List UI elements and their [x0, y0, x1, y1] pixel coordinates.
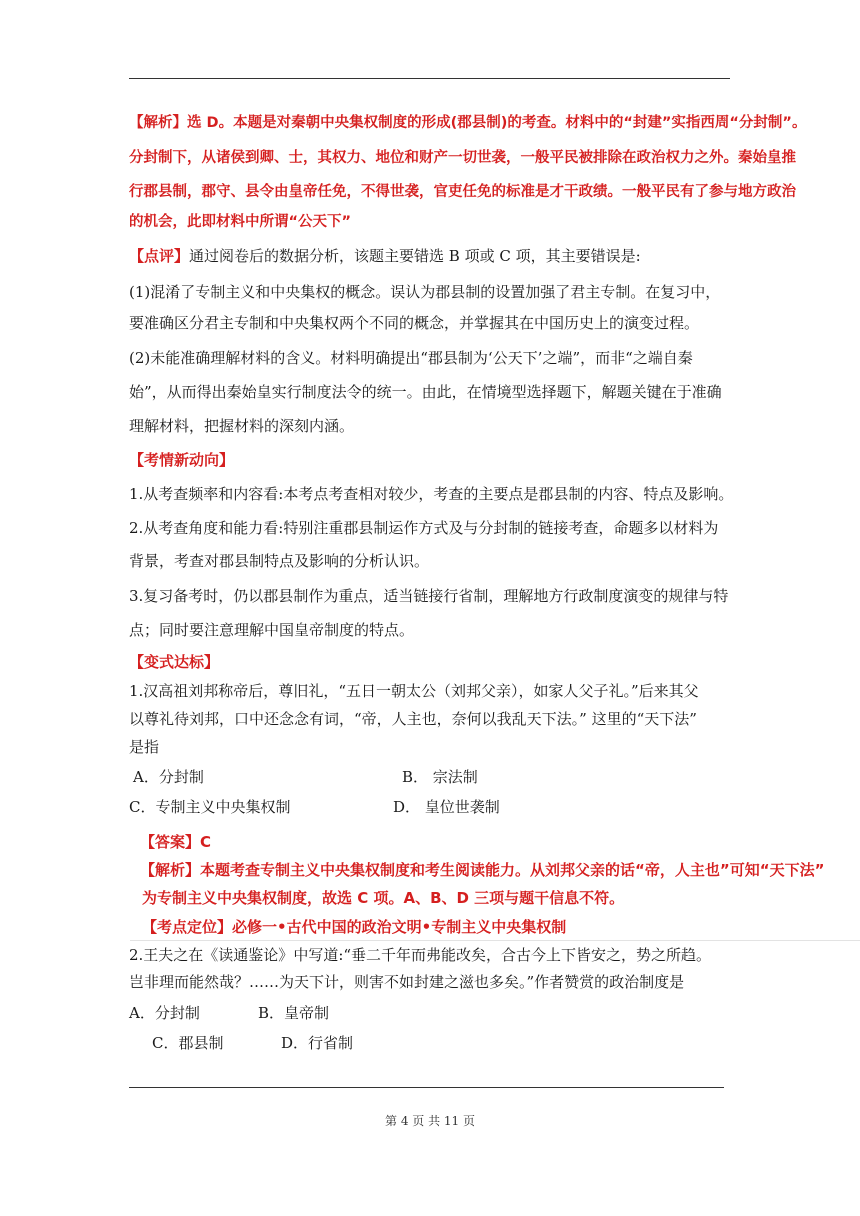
- q2-option-b: B．皇帝制: [258, 1004, 330, 1022]
- q2-option-c: C．郡县制: [152, 1034, 224, 1052]
- page-number: 第 4 页 共 11 页: [385, 1114, 475, 1128]
- pasted-block-border: [130, 940, 860, 941]
- trends-line-2: 2.从考查角度和能力看:特别注重郡县制运作方式及与分封制的链接考查，命题多以材料为: [129, 519, 719, 537]
- comment-line-1: 【点评】通过阅卷后的数据分析，该题主要错选 B 项或 C 项，其主要错误是:: [129, 247, 641, 265]
- comment-line-4: (2)未能准确理解材料的含义。材料明确提出“郡县制为‘公天下’之端”，而非“之端自秦: [129, 349, 693, 367]
- trends-line-5: 点；同时要注意理解中国皇帝制度的特点。: [129, 621, 415, 639]
- comment-tag: 【点评】: [129, 247, 190, 265]
- q1-line-2: 以尊礼待刘邦，口中还念念有词，“帝，人主也，奈何以我乱天下法。” 这里的“天下法”: [129, 710, 697, 728]
- q1-analysis-line-2: 为专制主义中央集权制度，故选 C 项。A、B、D 三项与题干信息不符。: [142, 889, 625, 907]
- trends-heading: 【考情新动向】: [129, 451, 235, 469]
- q1-option-d: D． 皇位世袭制: [393, 798, 500, 816]
- q1-analysis-line-1: 【解析】本题考查专制主义中央集权制度和考生阅读能力。从刘邦父亲的话“帝，人主也”可知“天下法”: [140, 861, 825, 879]
- q2-option-a: A．分封制: [129, 1004, 200, 1022]
- q2-option-d: D．行省制: [281, 1034, 354, 1052]
- analysis-line-1: 【解析】选 D。本题是对秦朝中央集权制度的形成(郡县制)的考查。材料中的“封建”实指西周“分封制”。: [129, 115, 807, 131]
- header-rule: [129, 78, 730, 79]
- comment-line-2: (1)混淆了专制主义和中央集权的概念。误认为郡县制的设置加强了君主专制。在复习中，: [129, 283, 721, 301]
- q2-line-2: 岂非理而能然哉？……为天下计，则害不如封建之滋也多矣。”作者赞赏的政治制度是: [129, 973, 685, 991]
- trends-line-1: 1.从考查频率和内容看:本考点考查相对较少，考查的主要点是郡县制的内容、特点及影响。: [129, 485, 734, 503]
- q1-option-b: B． 宗法制: [402, 768, 478, 786]
- q1-line-3: 是指: [129, 738, 160, 756]
- q1-line-1: 1.汉高祖刘邦称帝后，尊旧礼，“五日一朝太公（刘邦父亲），如家人父子礼。”后来其父: [129, 682, 699, 700]
- comment-line-5: 始”，从而得出秦始皇实行制度法令的统一。由此，在情境型选择题下，解题关键在于准确: [129, 383, 722, 401]
- q1-answer: 【答案】C: [140, 833, 212, 851]
- practice-heading: 【变式达标】: [129, 653, 220, 671]
- analysis-line-2: 分封制下，从诸侯到卿、士，其权力、地位和财产一切世袭，一般平民被排除在政治权力之外。秦始皇推: [129, 150, 796, 166]
- q2-line-1: 2.王夫之在《读通鉴论》中写道:“垂二千年而弗能改矣，合古今上下皆安之，势之所趋。: [129, 946, 712, 964]
- analysis-line-4: 的机会，此即材料中所谓“公天下”: [129, 214, 352, 230]
- q1-analysis-tag: 【解析】: [140, 861, 201, 879]
- q1-point-tag: 【考点定位】: [142, 918, 233, 936]
- q1-answer-tag: 【答案】: [140, 833, 201, 851]
- comment-line-6: 理解材料，把握材料的深刻内涵。: [129, 417, 355, 435]
- comment-line-3: 要准确区分君主专制和中央集权两个不同的概念，并掌握其在中国历史上的演变过程。: [129, 314, 700, 332]
- analysis-tag: 【解析】: [129, 115, 187, 131]
- q1-option-c: C．专制主义中央集权制: [129, 798, 291, 816]
- analysis-line-3: 行郡县制，郡守、县令由皇帝任免，不得世袭，官吏任免的标准是才干政绩。一般平民有了参与地方政治: [129, 184, 796, 200]
- trends-line-4: 3.复习备考时，仍以郡县制作为重点，适当链接行省制，理解地方行政制度演变的规律与特: [129, 587, 729, 605]
- q1-option-a: A．分封制: [133, 768, 204, 786]
- q1-point: 【考点定位】必修一•古代中国的政治文明•专制主义中央集权制: [142, 918, 567, 936]
- trends-line-3: 背景，考查对郡县制特点及影响的分析认识。: [129, 552, 430, 570]
- footer-rule: [129, 1087, 724, 1088]
